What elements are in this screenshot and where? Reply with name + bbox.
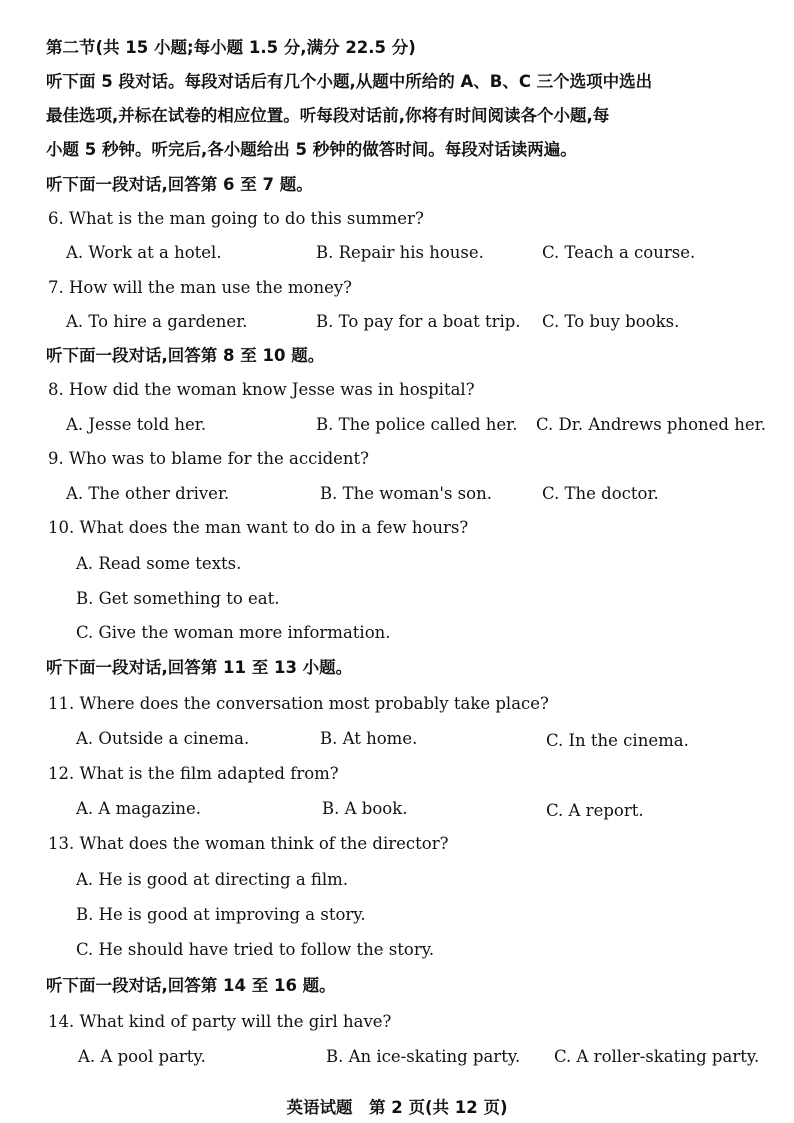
instructions-line-2: 最佳选项,并标在试卷的相应位置。听每段对话前,你将有时间阅读各个小题,每 — [46, 106, 610, 125]
option-b: B. To pay for a boat trip. — [316, 312, 521, 331]
group-intro: 听下面一段对话,回答第 14 至 16 题。 — [46, 976, 336, 995]
option-a: A. To hire a gardener. — [66, 312, 248, 331]
instructions-line-3: 小题 5 秒钟。听完后,各小题给出 5 秒钟的做答时间。每段对话读两遍。 — [46, 140, 577, 159]
option-b: B. At home. — [320, 729, 418, 748]
question-stem: 7. How will the man use the money? — [48, 278, 353, 297]
option-b: B. Get something to eat. — [76, 589, 280, 608]
question-stem: 14. What kind of party will the girl have? — [48, 1012, 392, 1031]
option-c: C. He should have tried to follow the story. — [76, 940, 435, 959]
question-stem: 13. What does the woman think of the director? — [48, 834, 449, 853]
option-c: C. To buy books. — [542, 312, 680, 331]
option-c: C. The doctor. — [542, 484, 659, 503]
option-a: A. Work at a hotel. — [66, 243, 222, 262]
section-heading: 第二节(共 15 小题;每小题 1.5 分,满分 22.5 分) — [46, 38, 416, 57]
group-intro: 听下面一段对话,回答第 11 至 13 小题。 — [46, 658, 353, 677]
option-c: C. Give the woman more information. — [76, 623, 391, 642]
option-a: A. The other driver. — [66, 484, 230, 503]
question-stem: 8. How did the woman know Jesse was in hospital? — [48, 380, 475, 399]
option-a: A. He is good at directing a film. — [76, 870, 349, 889]
option-b: B. The woman's son. — [320, 484, 492, 503]
option-a: A. A pool party. — [78, 1047, 206, 1066]
option-b: B. The police called her. — [316, 415, 518, 434]
option-b: B. Repair his house. — [316, 243, 484, 262]
group-intro: 听下面一段对话,回答第 6 至 7 题。 — [46, 175, 313, 194]
page-footer: 英语试题 第 2 页(共 12 页) — [286, 1098, 508, 1117]
option-a: A. A magazine. — [76, 799, 202, 818]
question-stem: 10. What does the man want to do in a few hours? — [48, 518, 469, 537]
question-stem: 9. Who was to blame for the accident? — [48, 449, 370, 468]
option-b: B. An ice-skating party. — [326, 1047, 521, 1066]
instructions-line-1: 听下面 5 段对话。每段对话后有几个小题,从题中所给的 A、B、C 三个选项中选出 — [46, 72, 653, 91]
option-a: A. Jesse told her. — [66, 415, 207, 434]
option-c: C. Teach a course. — [542, 243, 696, 262]
option-c: C. A report. — [546, 801, 644, 820]
option-a: A. Outside a cinema. — [76, 729, 250, 748]
option-c: C. A roller-skating party. — [554, 1047, 760, 1066]
option-b: B. A book. — [322, 799, 408, 818]
option-c: C. Dr. Andrews phoned her. — [536, 415, 766, 434]
question-stem: 6. What is the man going to do this summer? — [48, 209, 424, 228]
question-stem: 11. Where does the conversation most probably take place? — [48, 694, 549, 713]
option-a: A. Read some texts. — [76, 554, 242, 573]
option-c: C. In the cinema. — [546, 731, 689, 750]
question-stem: 12. What is the film adapted from? — [48, 764, 339, 783]
option-b: B. He is good at improving a story. — [76, 905, 366, 924]
group-intro: 听下面一段对话,回答第 8 至 10 题。 — [46, 346, 325, 365]
